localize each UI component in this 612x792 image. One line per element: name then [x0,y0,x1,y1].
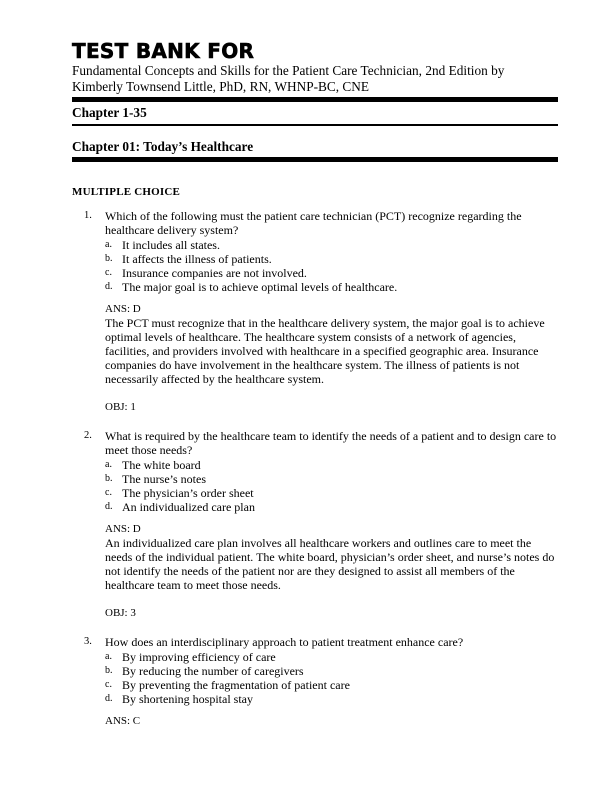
option-item [105,458,558,472]
chapter-range: Chapter 1-35 [72,105,147,120]
objective-label: OBJ: 3 [105,606,136,619]
option-text: An individualized care plan [122,499,255,514]
question-item [72,209,558,414]
option-letter: c. [105,266,112,278]
option-letter: d. [105,500,113,512]
option-text: By improving efficiency of care [122,649,276,664]
option-text: The major goal is to achieve optimal levels of healthcare. [122,279,398,294]
option-item [105,238,558,252]
option-text: By reducing the number of caregivers [122,663,304,678]
option-item [105,678,558,692]
option-letter: d. [105,280,113,292]
option-letter: c. [105,486,112,498]
question-number: 3. [84,635,92,647]
option-text: It affects the illness of patients. [122,251,272,266]
option-text: The white board [122,457,201,472]
option-letter: a. [105,458,112,470]
option-text: It includes all states. [122,237,220,252]
option-text: By shortening hospital stay [122,691,253,706]
test-bank-title: TEST BANK FOR [72,39,255,63]
answer-key: ANS: D [105,302,141,315]
option-item [105,664,558,678]
option-letter: d. [105,692,113,704]
option-letter: b. [105,664,113,676]
option-item [105,650,558,664]
divider-thick [72,157,558,162]
option-item [105,486,558,500]
question-number: 1. [84,209,92,221]
option-text: The nurse’s notes [122,471,206,486]
rationale-text: The PCT must recognize that in the healthcare delivery system, the major goal is to achieve optimal levels of healthcare. The healthcare system consists of a network of agencies, facilities, and providers involved with healthcare in a specified geographic area. Insurance companies do have involvement in the healthcare system. The illness of patients is not necessarily affected by the healthcare system. [105,315,545,386]
option-letter: b. [105,472,113,484]
option-letter: b. [105,252,113,264]
option-item [105,692,558,706]
answer-key: ANS: C [105,714,141,727]
divider-thin [72,124,558,126]
question-item [72,429,558,620]
question-number: 2. [84,429,92,441]
option-letter: a. [105,650,112,662]
option-item [105,252,558,266]
option-item [105,472,558,486]
chapter-title: Chapter 01: Today’s Healthcare [72,138,254,154]
divider-thick [72,97,558,102]
rationale-text: An individualized care plan involves all healthcare workers and outlines care to meet the needs of the individual patient. The white board, physician’s order sheet, and nurse’s notes do not identify the needs of the patient nor are they designed to assist all members of the healthcare team to meet those needs. [105,535,555,592]
book-subtitle: Fundamental Concepts and Skills for the Patient Care Technician, 2nd Edition by Kimberly Townsend Little, PhD, RN, WHNP-BC, CNE [72,63,505,94]
option-text: By preventing the fragmentation of patient care [122,677,350,692]
option-item [105,500,558,514]
option-list [105,650,558,706]
option-list [105,238,558,294]
option-list [105,458,558,514]
option-letter: c. [105,678,112,690]
question-text: What is required by the healthcare team to identify the needs of a patient and to design care to meet those needs? [105,428,557,457]
objective-label: OBJ: 1 [105,400,136,413]
section-heading: MULTIPLE CHOICE [72,185,181,198]
option-text: Insurance companies are not involved. [122,265,307,280]
option-letter: a. [105,238,112,250]
question-text: Which of the following must the patient care technician (PCT) recognize regarding the healthcare delivery system? [105,208,522,237]
question-item [72,635,558,728]
question-text: How does an interdisciplinary approach to patient treatment enhance care? [105,634,464,649]
answer-key: ANS: D [105,522,141,535]
option-text: The physician’s order sheet [122,485,254,500]
option-item [105,266,558,280]
document-page [72,40,558,728]
option-item [105,280,558,294]
